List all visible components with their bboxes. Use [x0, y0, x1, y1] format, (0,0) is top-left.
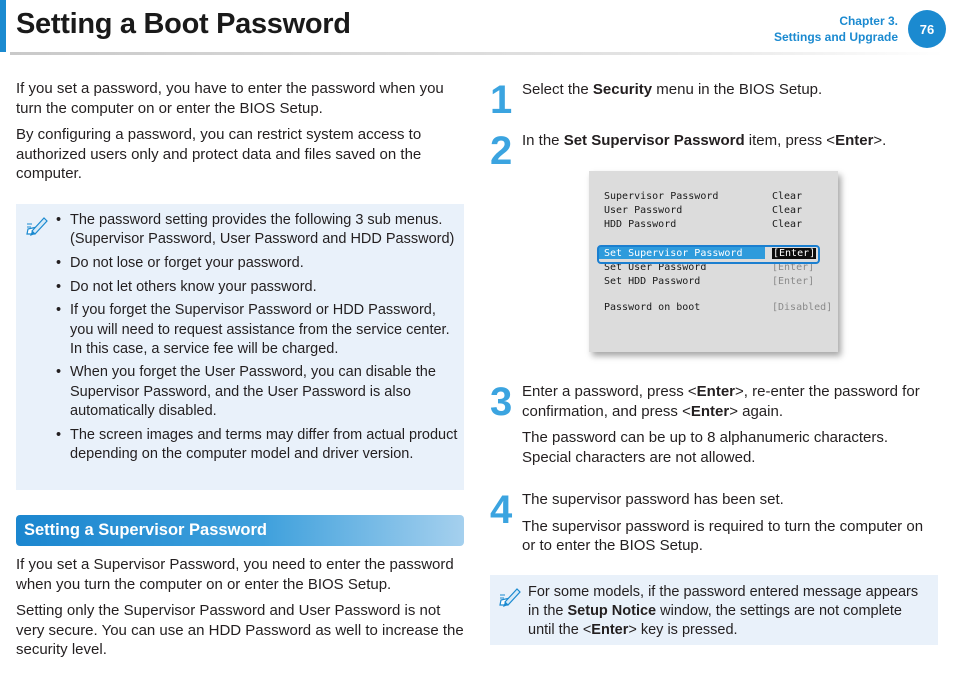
section-heading-bar	[16, 515, 464, 546]
bios-row-label: Password on boot	[604, 302, 701, 313]
bios-row	[604, 219, 826, 232]
note-item: • Do not let others know your password.	[54, 278, 458, 297]
step-text	[522, 382, 937, 474]
step-text-part: item, press <	[744, 132, 836, 149]
tip-bold-term: Setup Notice	[567, 603, 657, 620]
bios-callout-frame	[597, 245, 820, 264]
tip-text-part: For some models, if the password entered message appears in the	[528, 584, 919, 620]
intro-paragraph-1: If you set a password, you have to enter the password when you turn the computer on or enter the BIOS Setup.	[16, 80, 444, 117]
step-text	[522, 131, 937, 158]
step-number: 1	[490, 78, 513, 122]
header-divider	[10, 52, 944, 55]
step-bold-term: Enter	[835, 132, 874, 149]
bios-row-value: Clear	[772, 205, 803, 216]
chapter-number: Chapter 3.	[839, 14, 898, 28]
note-list	[54, 211, 458, 468]
bios-row-value: [Enter]	[772, 276, 815, 287]
bios-row-value: [Disabled]	[772, 302, 833, 313]
step-bold-term: Enter	[690, 402, 730, 420]
bios-row-label: Set User Password	[604, 262, 707, 273]
chapter-label	[774, 13, 898, 45]
bios-screenshot	[589, 171, 838, 352]
step-text-part: > again.	[729, 402, 783, 420]
step-bold-term: Enter	[696, 383, 736, 400]
bios-row-value: Clear	[772, 191, 803, 202]
step-text-part: menu in the BIOS Setup.	[652, 81, 823, 98]
bios-row	[604, 191, 826, 204]
note-item: • Do not lose or forget your password.	[54, 254, 458, 273]
tip-text-part: > key is pressed.	[628, 622, 738, 639]
bios-row-label: Supervisor Password	[604, 191, 719, 202]
step-text-part: >.	[873, 132, 887, 149]
note-pencil-icon	[497, 585, 523, 611]
note-box	[16, 204, 464, 490]
tip-text-part: window, the settings are not complete until the <	[528, 603, 902, 639]
step-bold-term: Security	[592, 81, 653, 98]
chapter-title: Settings and Upgrade	[773, 30, 898, 44]
header-accent-bar	[0, 0, 6, 52]
bios-row-value: [Enter]	[772, 262, 815, 273]
note-item: • When you forget the User Password, you can disable the Supervisor Password, and the User Password is also automatically disabled.	[54, 363, 458, 421]
page-number-badge: 76	[908, 10, 946, 48]
bios-row-label: User Password	[604, 205, 683, 216]
step-text-part: Select the	[522, 81, 593, 98]
step-number: 2	[490, 129, 513, 173]
step-number: 3	[490, 380, 513, 424]
note-item: • The screen images and terms may differ from actual product depending on the computer model and driver version.	[54, 426, 458, 464]
bios-row-value: Clear	[772, 219, 803, 230]
tip-bold-term: Enter	[591, 622, 629, 639]
bios-row-label: Set Supervisor Password	[604, 248, 743, 259]
bios-row-label: Set HDD Password	[604, 276, 701, 287]
tip-box	[490, 575, 938, 645]
page-title: Setting a Boot Password	[16, 8, 351, 40]
section-paragraph-2: Setting only the Supervisor Password and User Password is not very secure. You can use an HDD Password as well to increase the security level.	[16, 602, 464, 658]
bios-row[interactable]	[604, 276, 826, 289]
section-text	[16, 555, 464, 667]
note-pencil-icon	[24, 214, 50, 240]
step-paragraph: The supervisor password is required to turn the computer on or to enter the BIOS Setup.	[522, 517, 924, 554]
bios-row-label: HDD Password	[604, 219, 677, 230]
note-item: • The password setting provides the following 3 sub menus. (Supervisor Password, User Password and HDD Password)	[54, 211, 458, 249]
bios-row	[604, 205, 826, 218]
step-bold-term: Set Supervisor Password	[563, 132, 745, 149]
section-heading: Setting a Supervisor Password	[24, 521, 267, 539]
bios-row-value: [Enter]	[773, 248, 816, 259]
tip-text	[528, 583, 928, 641]
step-text	[522, 490, 937, 563]
intro-paragraph-2: By configuring a password, you can restrict system access to authorized users only and protect data and files saved on the computer.	[16, 126, 422, 182]
step-text-part: Enter a password, press <	[522, 383, 697, 400]
intro-text	[16, 79, 464, 191]
section-paragraph-1: If you set a Supervisor Password, you need to enter the password when you turn the computer on or enter the BIOS Setup.	[16, 556, 454, 593]
step-paragraph: The password can be up to 8 alphanumeric characters. Special characters are not allowed.	[522, 429, 889, 466]
bios-row[interactable]	[604, 302, 833, 315]
step-paragraph: The supervisor password has been set.	[522, 491, 784, 508]
step-text	[522, 80, 937, 107]
step-text-part: In the	[522, 132, 564, 149]
step-text-part: >, re-enter the password for confirmation, and press <	[522, 383, 920, 420]
step-number: 4	[490, 488, 513, 532]
note-item: • If you forget the Supervisor Password or HDD Password, you will need to request assistance from the service center. In this case, a service fee will be charged.	[54, 301, 458, 359]
